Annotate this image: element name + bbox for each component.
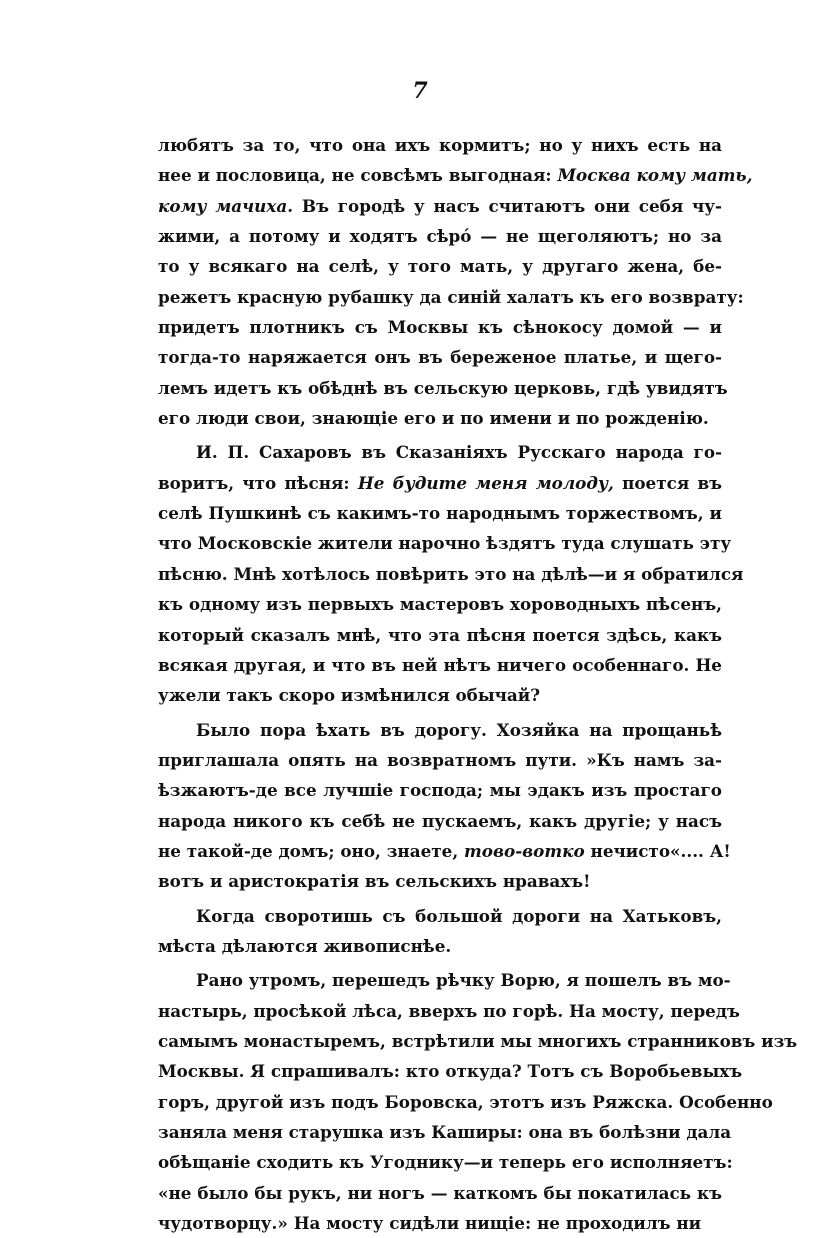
text-line <box>158 901 722 931</box>
paragraph <box>158 437 744 710</box>
text-segment: любятъ за то, что она ихъ кормитъ; но у нихъ есть на <box>158 135 722 155</box>
text-line <box>158 965 731 995</box>
text-line <box>158 1147 733 1177</box>
text-segment: приглашала опять на возвратномъ пути. »Къ намъ за- <box>158 749 722 770</box>
text-line <box>158 1208 722 1238</box>
text-line <box>158 403 722 433</box>
text-segment: лемъ идетъ къ обѣднѣ въ сельскую церковь, гдѣ увидятъ <box>158 377 728 398</box>
paragraph <box>158 130 753 433</box>
text-segment: нее и пословица, не совсѣмъ выгодная: <box>158 165 558 186</box>
text-segment: тогда-то наряжается онъ въ береженое платье, и щего- <box>158 347 722 368</box>
text-segment: обѣщанiе сходить къ Угоднику—и теперь его исполняетъ: <box>158 1152 733 1173</box>
text-segment: настырь, просѣкой лѣса, вверхъ по горѣ. На мосту, передъ <box>158 1000 740 1021</box>
text-segment: поется въ <box>613 472 722 493</box>
text-line <box>158 589 722 619</box>
text-segment: что Московскiе жители нарочно ѣздятъ туда слушать эту <box>158 533 732 554</box>
text-line <box>158 806 722 836</box>
text-line <box>158 620 722 650</box>
text-segment: ужели такъ скоро измѣнился обычай? <box>158 685 541 706</box>
italic-text: кому мачиха. <box>158 195 294 216</box>
text-segment: мѣста дѣлаются живописнѣе. <box>158 935 452 956</box>
text-segment: нечисто«.... А! <box>584 840 731 861</box>
text-segment: не такой-де домъ; оно, знаете, <box>158 840 465 861</box>
text-segment: Москвы. Я спрашивалъ: кто откуда? Тотъ съ Воробьевыхъ <box>158 1061 743 1082</box>
text-segment: самымъ монастыремъ, встрѣтили мы многихъ странниковъ изъ <box>158 1030 798 1051</box>
text-line <box>158 866 722 896</box>
text-line <box>158 282 744 312</box>
text-segment: Когда своротишь съ большой дороги на Хатьковъ, <box>196 905 722 926</box>
text-line <box>158 745 722 775</box>
text-line <box>158 715 722 745</box>
paragraph <box>158 715 731 897</box>
text-segment: народа никого къ себѣ не пускаемъ, какъ другiе; у насъ <box>158 810 722 831</box>
text-segment: который сказалъ мнѣ, что эта пѣсня поется здѣсь, какъ <box>158 624 722 645</box>
text-segment: И. П. Сахаровъ въ Сказанiяхъ Русскаго народа го- <box>196 442 722 463</box>
text-line <box>158 1178 722 1208</box>
text-segment: Въ городѣ у насъ считаютъ они себя чу- <box>293 195 722 216</box>
text-line <box>158 528 732 558</box>
italic-text: Не будите меня молоду, <box>357 472 614 493</box>
text-line <box>158 559 744 589</box>
text-segment: горъ, другой изъ подъ Боровска, этотъ изъ Ряжска. Особенно <box>158 1091 773 1112</box>
text-line <box>158 130 722 160</box>
text-segment: придетъ плотникъ съ Москвы къ сѣнокосу домой — и <box>158 317 722 338</box>
text-line <box>158 775 722 805</box>
text-line <box>158 221 722 251</box>
text-line <box>158 996 740 1026</box>
text-segment: Было пора ѣхать въ дорогу. Хозяйка на прощаньѣ <box>196 719 722 740</box>
text-segment: селѣ Пушкинѣ съ какимъ-то народнымъ торжествомъ, и <box>158 503 722 524</box>
text-segment: ѣзжаютъ-де все лучшiе господа; мы эдакъ изъ простаго <box>158 780 722 801</box>
text-segment: всякая другая, и что въ ней нѣтъ ничего особеннаго. Не <box>158 654 722 675</box>
text-line <box>158 931 722 961</box>
body-text <box>158 130 798 1238</box>
italic-text: тово-вотко <box>464 840 585 861</box>
text-line <box>158 1026 798 1056</box>
text-line <box>158 373 728 403</box>
paragraph <box>158 901 722 962</box>
paragraph <box>158 965 798 1238</box>
text-segment: заняла меня старушка изъ Каширы: она въ болѣзни дала <box>158 1122 732 1142</box>
text-segment: Рано утромъ, перешедъ рѣчку Ворю, я пошелъ въ мо- <box>196 970 731 991</box>
text-line <box>158 251 722 281</box>
text-line <box>158 312 722 342</box>
text-line <box>158 342 722 372</box>
text-line <box>158 468 722 498</box>
text-line <box>158 160 753 190</box>
text-segment: режетъ красную рубашку да синiй халатъ къ его возврату: <box>158 286 744 307</box>
text-line <box>158 1087 773 1117</box>
text-line <box>158 836 731 866</box>
text-line <box>158 191 722 221</box>
text-line <box>158 1117 732 1147</box>
text-line <box>158 680 722 710</box>
text-segment: чудотворцу.» На мосту сидѣли нищiе: не проходилъ ни <box>158 1213 702 1234</box>
text-segment: его люди свои, знающiе его и по имени и по рожденiю. <box>158 408 709 429</box>
text-line <box>158 1056 743 1086</box>
text-segment: вотъ и аристократiя въ сельскихъ нравахъ! <box>158 871 591 892</box>
text-line <box>158 437 722 467</box>
text-segment: воритъ, что пѣсня: <box>158 472 358 493</box>
text-segment: пѣсню. Мнѣ хотѣлось повѣрить это на дѣлѣ—и я обратился <box>158 563 744 584</box>
text-line <box>158 498 722 528</box>
italic-text: Москва кому мать, <box>557 165 753 186</box>
text-segment: то у всякаго на селѣ, у того мать, у другаго жена, бе- <box>158 256 722 277</box>
text-segment: «не было бы рукъ, ни ногъ — каткомъ бы покатилась къ <box>158 1182 722 1203</box>
text-line <box>158 650 722 680</box>
text-segment: жими, а потому и ходятъ сѣрó — не щеголяютъ; но за <box>158 226 722 247</box>
text-segment: къ одному изъ первыхъ мастеровъ хороводныхъ пѣсенъ, <box>158 594 722 615</box>
page-number: 7 <box>412 78 428 104</box>
